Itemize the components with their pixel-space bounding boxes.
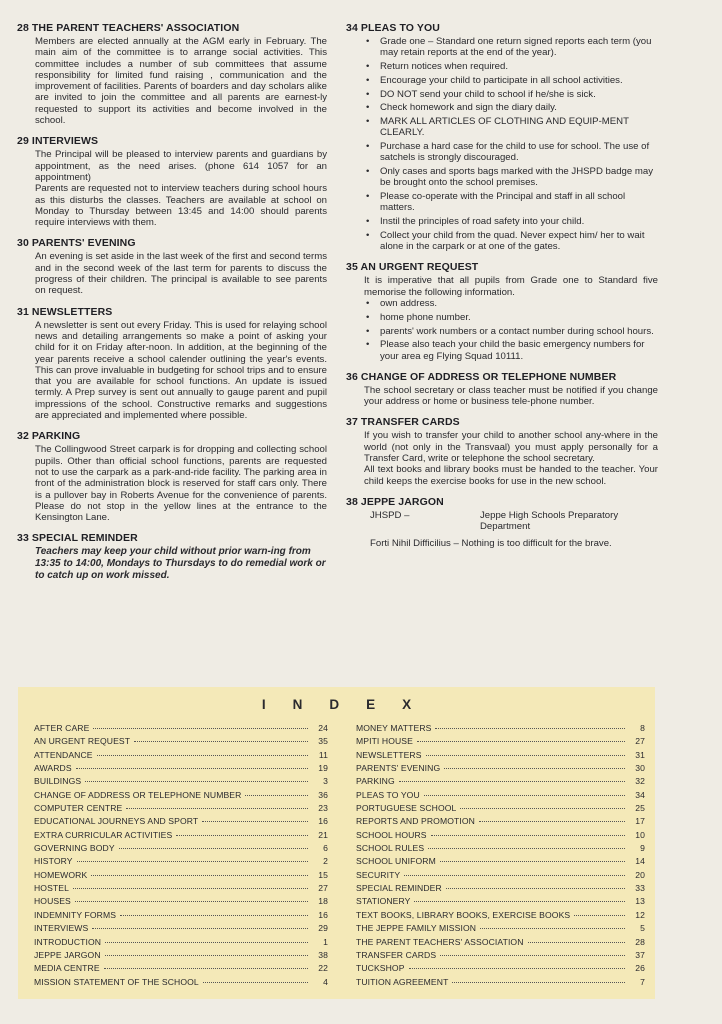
index-entry [356, 910, 645, 923]
index-entry-name: TUITION AGREEMENT [356, 976, 449, 987]
index-entry-page: 35 [318, 736, 328, 747]
index-entry [34, 883, 328, 896]
section-parking [17, 430, 327, 523]
index-entry-name: JEPPE JARGON [34, 949, 101, 960]
index-entry [34, 856, 328, 869]
index-entry-name: HOUSES [34, 896, 71, 907]
section-change-of-address-or-telephone-number [346, 371, 658, 408]
paragraph: Parents are requested not to interview teachers during school hours as this disturbs the classes. Teachers are available at school on Monday to Thursday between 13:45 and 14:00 should parents require interviews with them. [35, 183, 327, 229]
index-entry [34, 963, 328, 976]
section-body [35, 251, 327, 296]
index-entry-name: ATTENDANCE [34, 749, 93, 760]
list-item: • Only cases and sports bags marked with the JHSPD badge may be brought onto the school premises. [364, 166, 658, 188]
index-entry-name: SCHOOL HOURS [356, 829, 427, 840]
dot-leader [417, 741, 625, 742]
index-entry-page: 25 [635, 803, 645, 814]
index-entry-name: PARKING [356, 776, 395, 787]
index-entry [356, 937, 645, 950]
index-entry-name: MISSION STATEMENT OF THE SCHOOL [34, 976, 199, 987]
dot-leader [134, 741, 308, 742]
index-entry-name: THE JEPPE FAMILY MISSION [356, 923, 477, 934]
section-heading: TRANSFER CARDS [360, 416, 460, 429]
index-entry-page: 13 [635, 896, 645, 907]
index-entry-page: 27 [318, 883, 328, 894]
index-entry-page: 23 [318, 803, 328, 814]
dot-leader [452, 982, 625, 983]
list-item: • DO NOT send your child to school if he/she is sick. [364, 89, 658, 100]
dot-leader [424, 795, 625, 796]
section-interviews [17, 135, 327, 228]
index-entry-name: INTRODUCTION [34, 936, 102, 947]
index-entry-page: 18 [318, 896, 328, 907]
index-entry [34, 870, 328, 883]
section-title: 33 SPECIAL REMINDER [17, 532, 138, 545]
section-body [35, 149, 327, 228]
index-entry [356, 723, 645, 736]
index-entry-page: 21 [318, 829, 328, 840]
index-entry-page: 1 [323, 936, 328, 947]
index-entry-name: MEDIA CENTRE [34, 963, 100, 974]
index-entry [34, 843, 328, 856]
index-entry-page: 38 [318, 949, 328, 960]
list-item: • parents' work numbers or a contact number during school hours. [364, 326, 658, 337]
section-body [35, 320, 327, 422]
dot-leader [75, 901, 308, 902]
paragraph: Members are elected annually at the AGM early in February. The main aim of the committee is to arrange social activities. This committee includes a number of sub committees that assume responsibility for limited fund raising , communication and the improvement of facilities. Parents of boarders and day scholars alike are invited to join the committee and all parents are earnest-ly requested to support its activities and become involved in the school. [35, 36, 327, 127]
section-jeppe-jargon [346, 496, 658, 549]
section-body [35, 36, 327, 126]
index-box [18, 687, 655, 999]
section-title [17, 22, 327, 34]
dot-leader [203, 982, 308, 983]
section-number: 30 [17, 237, 29, 250]
index-entry-page: 22 [318, 963, 328, 974]
dot-leader [119, 848, 308, 849]
index-entry [34, 896, 328, 909]
index-letter: D [329, 697, 340, 712]
index-entry [356, 870, 645, 883]
index-entry-name: MPITI HOUSE [356, 736, 413, 747]
index-entry-page: 4 [323, 976, 328, 987]
index-entry-page: 20 [635, 869, 645, 880]
index-entry [34, 910, 328, 923]
jargon-entry [370, 510, 658, 532]
section-number: 28 [17, 22, 29, 34]
index-entry [356, 843, 645, 856]
index-entry-name: TEXT BOOKS, LIBRARY BOOKS, EXERCISE BOOKS [356, 909, 571, 920]
jargon-definition: Jeppe High Schools Preparatory Department [480, 509, 619, 533]
index-entry [34, 923, 328, 936]
index-entry-name: MONEY MATTERS [356, 723, 432, 733]
list-item: • Please also teach your child the basic emergency numbers for your area eg Flying Squad 10111. [364, 339, 658, 361]
index-letter: E [366, 697, 376, 712]
index-entry-page: 2 [323, 856, 328, 867]
index-entry-page: 19 [318, 763, 328, 774]
index-entry-name: SECURITY [356, 869, 401, 880]
dot-leader [431, 835, 625, 836]
section-special-reminder [17, 532, 327, 581]
dot-leader [97, 755, 308, 756]
paragraph: The Principal will be pleased to interview parents and guardians by appointment, as the need arises. (phone 614 1057 for an appointment) [35, 149, 327, 183]
index-entry [356, 816, 645, 829]
index-entry-name: EXTRA CURRICULAR ACTIVITIES [34, 829, 173, 840]
index-entry [356, 950, 645, 963]
index-entry [356, 790, 645, 803]
section-pleas-to-you [346, 22, 658, 252]
section-body [364, 385, 658, 408]
dot-leader [409, 968, 625, 969]
section-parents-evening [17, 237, 327, 296]
dot-leader [245, 795, 308, 796]
dot-leader [73, 888, 308, 889]
list-item: • MARK ALL ARTICLES OF CLOTHING AND EQUIP-MENT CLEARLY. [364, 116, 658, 138]
dot-leader [176, 835, 308, 836]
list-item: • Collect your child from the quad. Never expect him/ her to wait alone in the carpark or at one of the gates. [364, 230, 658, 252]
dot-leader [404, 875, 625, 876]
paragraph: If you wish to transfer your child to another school any-where in the world (not only in the Transvaal) you must apply personally for a Transfer Card, write or telephone the school secretary. [364, 430, 658, 464]
index-entry-name: CHANGE OF ADDRESS OR TELEPHONE NUMBER [34, 789, 242, 800]
index-entry [34, 750, 328, 763]
index-entry-name: INDEMNITY FORMS [34, 909, 117, 920]
index-entry-name: PLEAS TO YOU [356, 789, 420, 800]
dot-leader [440, 955, 625, 956]
section-title [346, 371, 658, 383]
jargon-term: JHSPD – [370, 509, 410, 521]
list-item: • Return notices when required. [364, 61, 658, 72]
index-entry-page: 7 [640, 976, 645, 987]
index-entry [34, 790, 328, 803]
index-entry-name: AN URGENT REQUEST [34, 736, 131, 747]
index-right-column [356, 723, 645, 990]
index-letter: X [402, 697, 412, 712]
dot-leader [120, 915, 308, 916]
index-entry [34, 763, 328, 776]
section-number: 32 [17, 430, 29, 443]
index-entry [356, 776, 645, 789]
index-entry [34, 736, 328, 749]
index-entry-page: 32 [635, 776, 645, 787]
dot-leader [105, 942, 308, 943]
dot-leader [435, 728, 625, 729]
index-entry [34, 816, 328, 829]
index-entry-page: 36 [318, 789, 328, 800]
dot-leader [104, 968, 308, 969]
index-entry-name: BUILDINGS [34, 776, 82, 787]
dot-leader [428, 848, 625, 849]
list-item: • Grade one – Standard one return signed reports each term (you may retain reports at the end of the year). [364, 36, 658, 58]
section-body [35, 444, 327, 523]
section-number: 31 [17, 305, 29, 318]
section-number: 29 [17, 135, 29, 148]
section-transfer-cards [346, 416, 658, 486]
index-entry [356, 977, 645, 990]
index-entry-name: PARENTS' EVENING [356, 763, 441, 774]
index-entry [356, 750, 645, 763]
index-entry [34, 803, 328, 816]
index-entry-page: 37 [635, 949, 645, 960]
section-title: 34 PLEAS TO YOU [346, 22, 440, 34]
school-motto: Forti Nihil Difficilius – Nothing is too difficult for the brave. [370, 538, 612, 550]
index-entry-page: 30 [635, 763, 645, 774]
pleas-list [346, 36, 658, 252]
section-heading: CHANGE OF ADDRESS OR TELEPHONE NUMBER [360, 370, 617, 383]
index-entry-page: 31 [635, 749, 645, 760]
index-left-column [34, 723, 328, 990]
index-entry-name: SCHOOL RULES [356, 843, 425, 854]
section-title [17, 306, 327, 318]
dot-leader [92, 928, 308, 929]
index-entry-name: GOVERNING BODY [34, 843, 115, 854]
dot-leader [93, 728, 308, 729]
index-entry-name: INTERVIEWS [34, 923, 89, 934]
dot-leader [91, 875, 308, 876]
dot-leader [414, 901, 625, 902]
index-letter: N [292, 697, 303, 712]
dot-leader [399, 781, 625, 782]
section-heading: PARENTS' EVENING [31, 237, 136, 250]
index-entry-name: AWARDS [34, 763, 72, 774]
list-item: • Please co-operate with the Principal and staff in all school matters. [364, 191, 658, 213]
index-entry [356, 763, 645, 776]
index-entry [34, 950, 328, 963]
index-entry-page: 6 [323, 843, 328, 854]
index-entry-name: TUCKSHOP [356, 963, 405, 974]
left-column [17, 22, 327, 590]
index-entry-page: 16 [318, 909, 328, 920]
index-entry-page: 3 [323, 776, 328, 787]
index-entry-name: HISTORY [34, 856, 73, 867]
section-urgent-request [346, 261, 658, 361]
paragraph: A newsletter is sent out every Friday. This is used for relaying school news and detailing arrangements so make a point of asking your child for it on Friday after-noon. In addition, at the beginning of the year parents receive a school calender outlining the year's events. This can prove invaluable in budgeting for school trips and to ensure that you are available for school functions. An update is issued termly. A Prep survey is sent out annually to gauge parent and pupil impressions of the school. Constructive remarks and suggestions are appreciated and implemented where possible. [35, 319, 327, 422]
dot-leader [528, 942, 625, 943]
index-entry [356, 883, 645, 896]
index-entry-page: 33 [635, 883, 645, 894]
section-heading: NEWSLETTERS [31, 305, 113, 318]
section-title: 35 AN URGENT REQUEST [346, 261, 479, 274]
index-entry-page: 11 [318, 749, 328, 760]
dot-leader [574, 915, 625, 916]
index-entry [356, 736, 645, 749]
urgent-list [346, 298, 658, 362]
list-item: • Encourage your child to participate in all school activities. [364, 75, 658, 86]
section-number: 36 [346, 370, 358, 383]
right-column [346, 22, 658, 558]
special-reminder-text: Teachers may keep your child without prior warn-ing from 13:35 to 14:00, Mondays to Thursdays to do remedial work or to catch up on work missed. [35, 546, 326, 581]
dot-leader [460, 808, 625, 809]
section-the-parent-teachers-association [17, 22, 327, 126]
dot-leader [77, 861, 308, 862]
section-title [17, 135, 327, 147]
index-entry-page: 27 [635, 736, 645, 747]
section-title [17, 430, 327, 442]
list-item: • own address. [364, 298, 658, 309]
section-title: 38 JEPPE JARGON [346, 495, 444, 508]
index-entry-page: 10 [635, 829, 645, 840]
section-title [17, 237, 327, 249]
dot-leader [202, 821, 308, 822]
index-entry-name: SPECIAL REMINDER [356, 883, 442, 894]
section-heading: PARKING [31, 430, 81, 443]
index-entry-page: 29 [318, 923, 328, 934]
dot-leader [479, 821, 625, 822]
dot-leader [480, 928, 625, 929]
urgent-intro: It is imperative that all pupils from Grade one to Standard five memorise the following information. [364, 275, 658, 298]
index-entry-page: 8 [640, 723, 645, 733]
index-entry [34, 830, 328, 843]
index-entry-page: 9 [640, 843, 645, 854]
index-letter: I [261, 697, 266, 712]
dot-leader [440, 861, 625, 862]
index-entry [356, 896, 645, 909]
index-entry [34, 723, 328, 736]
index-entry-name: SCHOOL UNIFORM [356, 856, 436, 867]
paragraph: All text books and library books must be handed to the teacher. Your child keeps the exercise books for use in the new school. [364, 464, 658, 487]
index-entry-name: NEWSLETTERS [356, 749, 422, 760]
dot-leader [446, 888, 625, 889]
index-title [18, 697, 655, 712]
dot-leader [85, 781, 308, 782]
section-heading: THE PARENT TEACHERS' ASSOCIATION [31, 22, 240, 34]
paragraph: An evening is set aside in the last week of the first and second terms and in the second week of the last term for parents to discuss the progress of their children. The principal is available to see parents on request. [35, 251, 327, 297]
index-entry-page: 15 [318, 869, 328, 880]
index-entry-name: HOMEWORK [34, 869, 88, 880]
section-newsletters [17, 306, 327, 422]
index-entry-name: PORTUGUESE SCHOOL [356, 803, 457, 814]
index-entry-page: 34 [635, 789, 645, 800]
index-entry-name: REPORTS AND PROMOTION [356, 816, 475, 827]
index-entry [356, 963, 645, 976]
index-entry-page: 14 [635, 856, 645, 867]
index-entry [34, 937, 328, 950]
index-entry-name: EDUCATIONAL JOURNEYS AND SPORT [34, 816, 199, 827]
index-entry [356, 923, 645, 936]
dot-leader [126, 808, 308, 809]
index-entry-page: 16 [318, 816, 328, 827]
dot-leader [105, 955, 308, 956]
list-item: • Instil the principles of road safety into your child. [364, 216, 658, 227]
index-entry-name: THE PARENT TEACHERS' ASSOCIATION [356, 936, 524, 947]
section-number: 37 [346, 416, 358, 429]
index-entry-page: 5 [640, 923, 645, 934]
index-entry-page: 24 [318, 723, 328, 733]
index-entry-name: HOSTEL [34, 883, 69, 894]
index-entry-page: 28 [635, 936, 645, 947]
index-entry-name: COMPUTER CENTRE [34, 803, 123, 814]
index-entry [34, 977, 328, 990]
section-title [346, 416, 658, 428]
dot-leader [76, 768, 308, 769]
index-entry [356, 856, 645, 869]
index-entry-name: STATIONERY [356, 896, 411, 907]
list-item: • home phone number. [364, 312, 658, 323]
index-entry-name: AFTER CARE [34, 723, 90, 733]
section-heading: INTERVIEWS [31, 135, 99, 148]
index-entry-page: 17 [635, 816, 645, 827]
section-body [364, 430, 658, 486]
dot-leader [444, 768, 625, 769]
index-entry-name: TRANSFER CARDS [356, 949, 437, 960]
index-entry-page: 12 [635, 909, 645, 920]
index-entry [34, 776, 328, 789]
paragraph: The Collingwood Street carpark is for dropping and collecting school pupils. Other than official school functions, parents are requested not to use the carpark as a park-and-ride facility. The parking area in front of the administration block is reserved for staff cars only. There is a pullover bay in Roberts Avenue for the convenience of parents. Please do not stop in the yellow lines at the entrance to the Kensington Lane. [35, 444, 327, 524]
index-entry-page: 26 [635, 963, 645, 974]
list-item: • Check homework and sign the diary daily. [364, 102, 658, 113]
index-entry [356, 803, 645, 816]
dot-leader [426, 755, 625, 756]
list-item: • Purchase a hard case for the child to use for school. The use of satchels is strongly discouraged. [364, 141, 658, 163]
paragraph: The school secretary or class teacher must be notified if you change your address or home or business tele-phone number. [364, 384, 658, 408]
index-entry [356, 830, 645, 843]
